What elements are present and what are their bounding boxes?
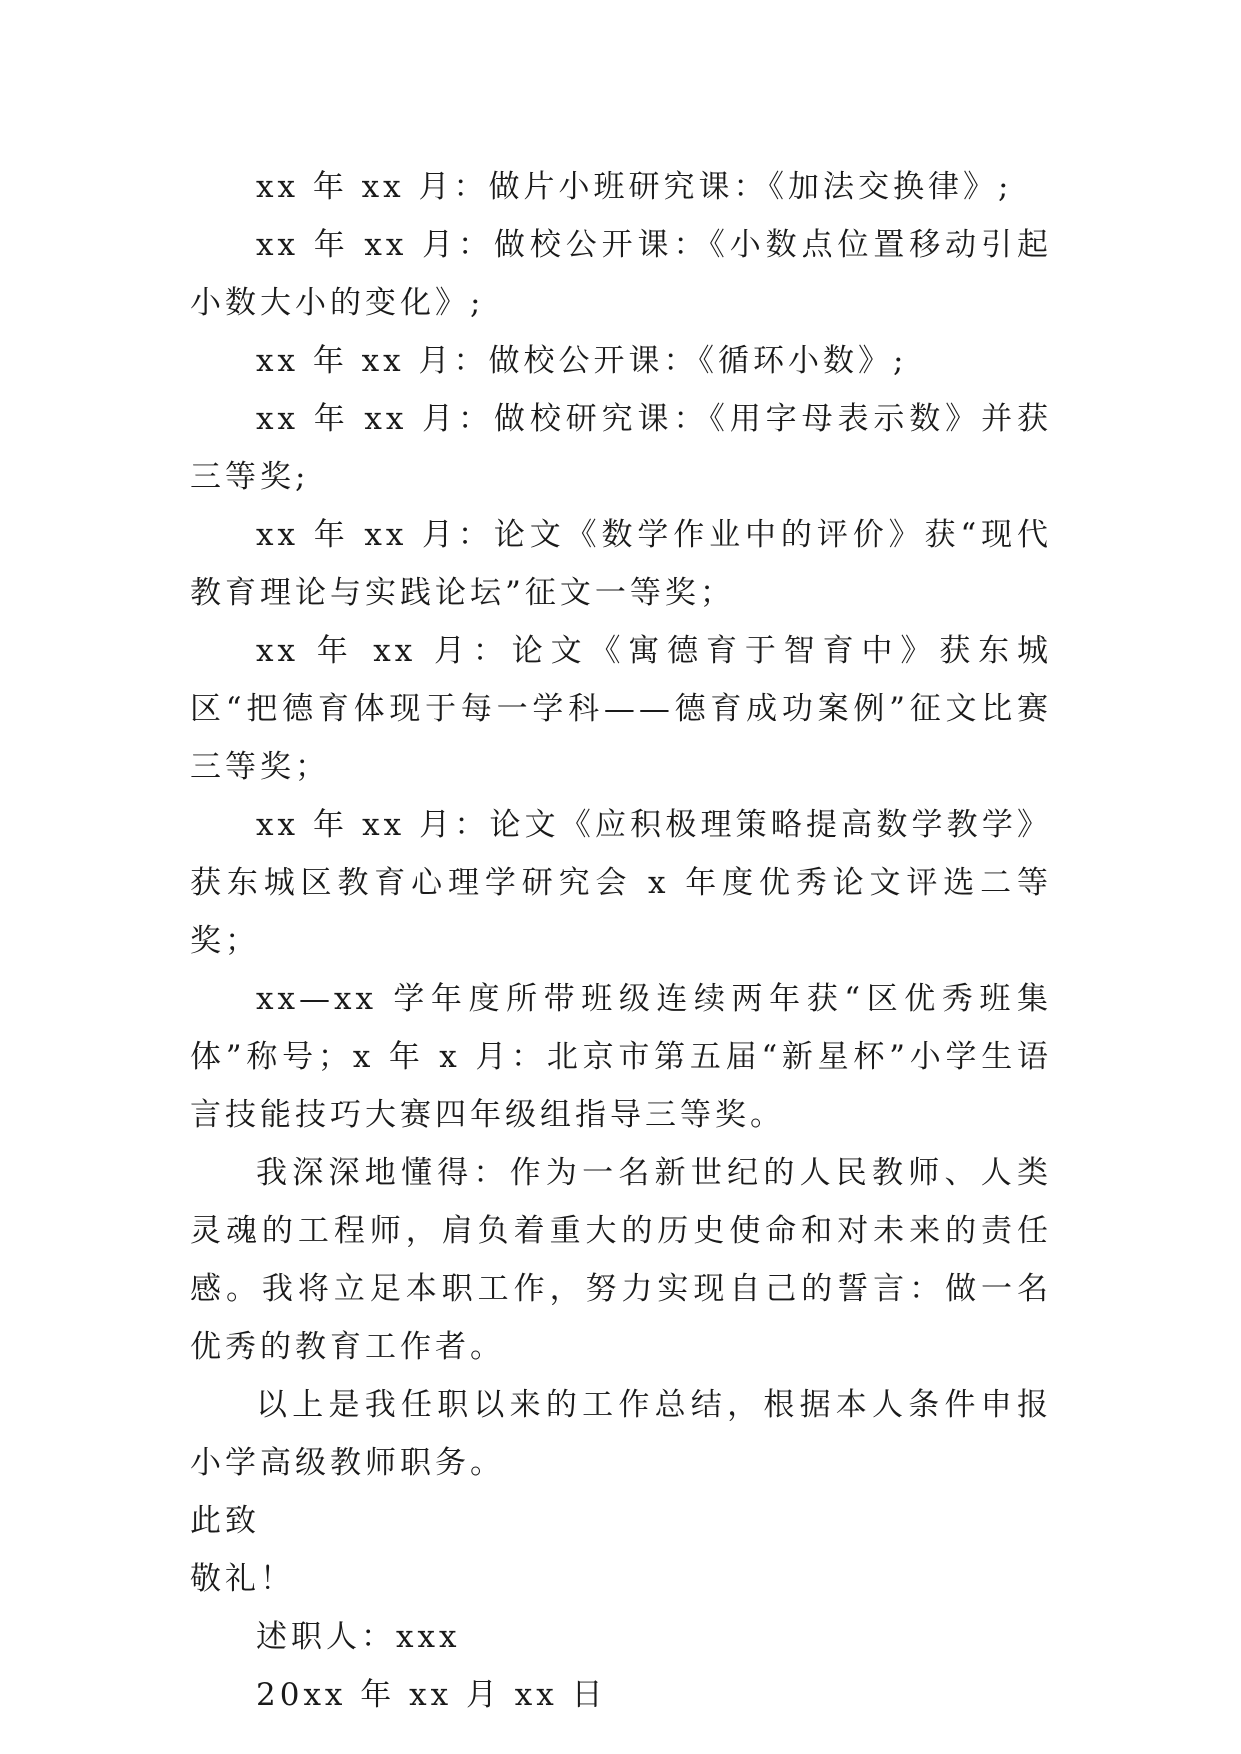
paragraph-conclusion: 以上是我任职以来的工作总结，根据本人条件申报小学高级教师职务。	[190, 1387, 1052, 1481]
paragraph-lesson-3: xx 年 xx 月：做校公开课：《循环小数》;	[256, 343, 908, 379]
paragraph-paper-2: xx 年 xx 月：论文《寓德育于智育中》获东城区“把德育体现于每一学科——德育成功案例”征文比赛三等奖；	[190, 633, 1052, 785]
paragraph-lesson-4: xx 年 xx 月：做校研究课：《用字母表示数》并获三等奖;	[190, 401, 1052, 495]
paragraph-lesson-2: xx 年 xx 月：做校公开课：《小数点位置移动引起小数大小的变化》;	[190, 227, 1052, 321]
date-line: 20xx 年 xx 月 xx 日	[256, 1677, 607, 1713]
paragraph-class-award: xx—xx 学年度所带班级连续两年获“区优秀班集体”称号；x 年 x 月：北京市第五届“新星杯”小学生语言技能技巧大赛四年级组指导三等奖。	[190, 981, 1052, 1133]
document-body	[190, 158, 1052, 1724]
salutation-line-1: 此致	[190, 1503, 260, 1539]
salutation-line-2: 敬礼！	[190, 1561, 295, 1597]
paragraph-paper-1: xx 年 xx 月：论文《数学作业中的评价》获“现代教育理论与实践论坛”征文一等奖；	[190, 517, 1052, 611]
signature: 述职人：xxx	[256, 1619, 461, 1655]
paragraph-lesson-1: xx 年 xx 月：做片小班研究课：《加法交换律》;	[256, 169, 1013, 205]
paragraph-reflection: 我深深地懂得：作为一名新世纪的人民教师、人类灵魂的工程师，肩负着重大的历史使命和对未来的责任感。我将立足本职工作，努力实现自己的誓言：做一名优秀的教育工作者。	[190, 1155, 1052, 1365]
paragraph-paper-3: xx 年 xx 月：论文《应积极理策略提高数学教学》获东城区教育心理学研究会 x 年度优秀论文评选二等奖；	[190, 807, 1052, 959]
